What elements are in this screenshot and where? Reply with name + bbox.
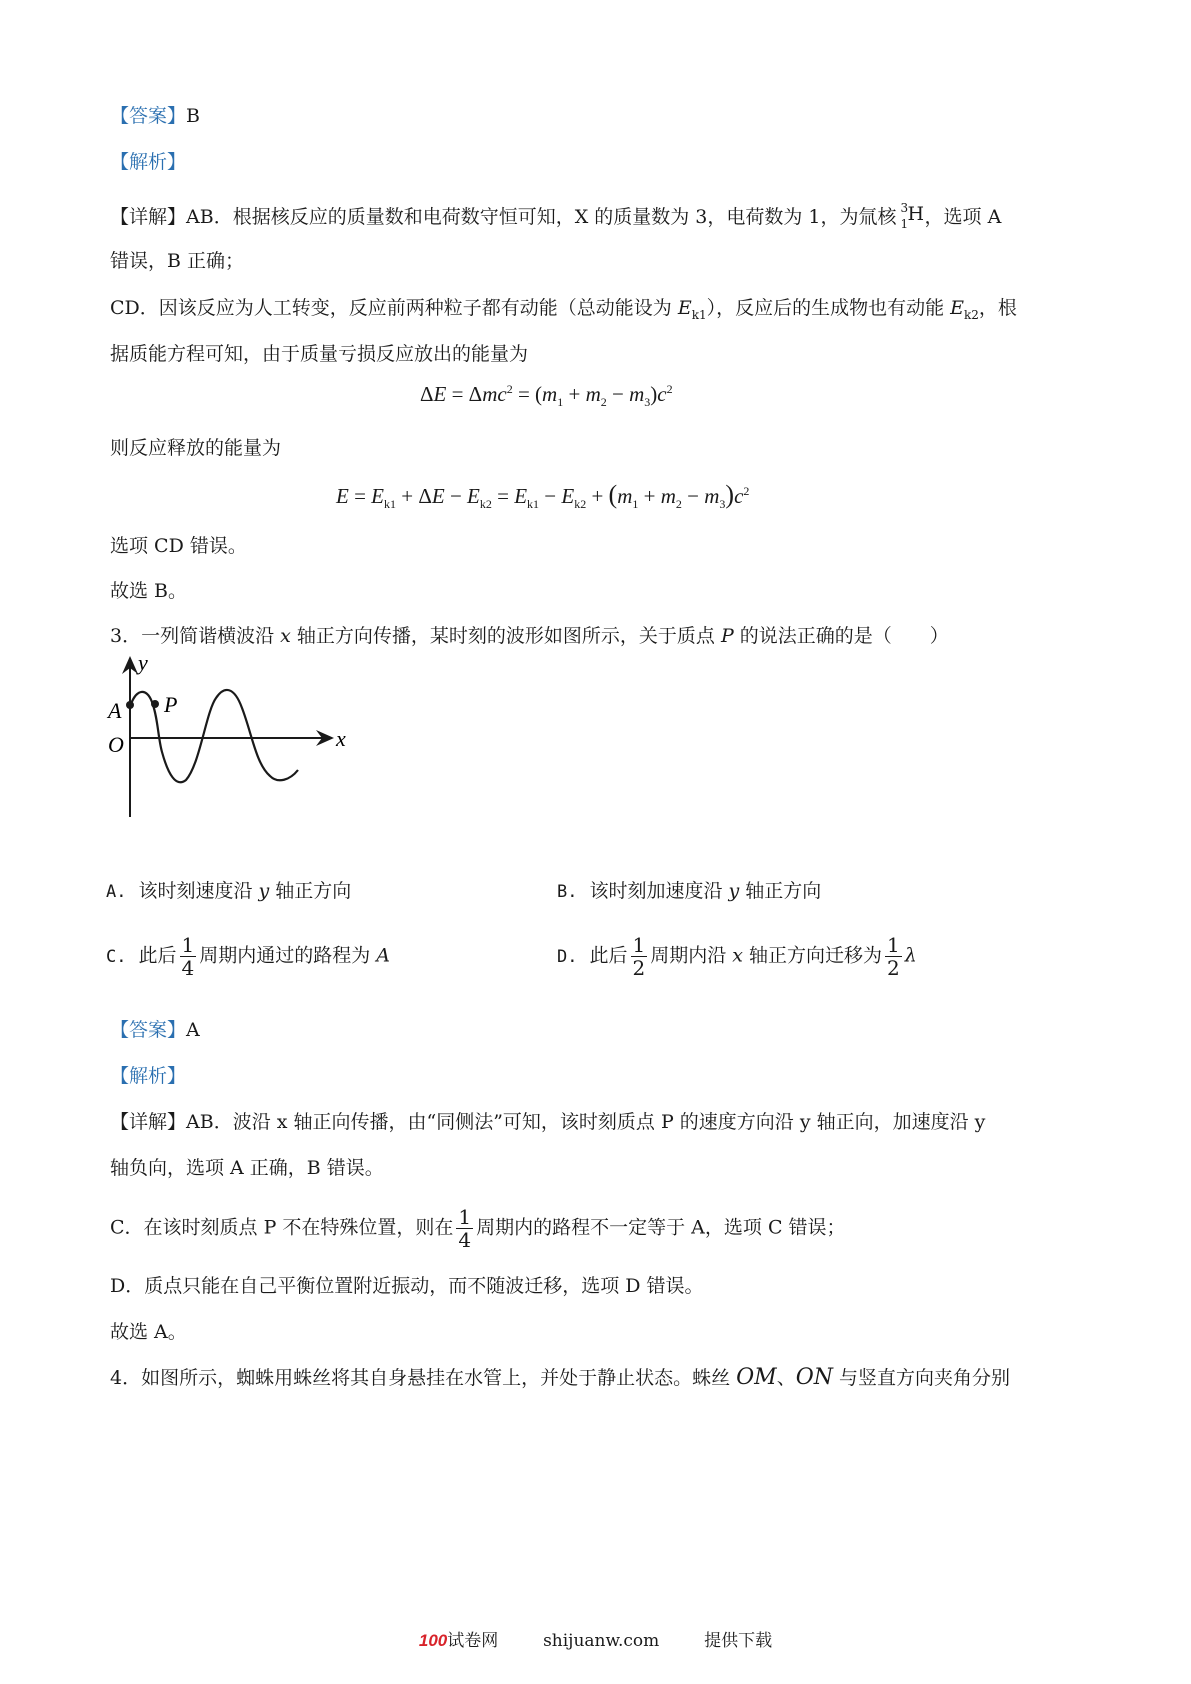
formula-mass-energy: $\Delta E = \Delta mc^2 = (m_1 + m_2 - m_3)c^2$ xyxy=(420,382,673,410)
detail-label: 【详解】 xyxy=(110,206,187,228)
detail-text: 周期内的路程不一定等于 A，选项 C 错误； xyxy=(476,1216,846,1239)
option-a[interactable] xyxy=(106,877,351,906)
question-4-stem xyxy=(110,1364,1010,1392)
variable-on: ON xyxy=(795,1365,834,1390)
nuclide-element: H xyxy=(907,203,925,225)
point-p-label: P xyxy=(164,692,178,717)
answer-line xyxy=(110,1016,200,1044)
stem-text: 3．一列简谐横波沿 xyxy=(110,625,281,647)
stem-text: 的说法正确的是（ ） xyxy=(733,625,949,647)
point-a-dot xyxy=(126,701,134,709)
answer-line xyxy=(110,102,200,130)
fraction-numerator: 1 xyxy=(181,933,195,957)
option-text: 该时刻加速度沿 xyxy=(589,880,729,902)
detail-line-2: 错误，B 正确； xyxy=(110,250,245,272)
energy-symbol: E xyxy=(950,297,965,319)
detail3-line-4: D．质点只能在自己平衡位置附近振动，而不随波迁移，选项 D 错误。 xyxy=(110,1275,704,1297)
site-url[interactable]: shijuanw.com xyxy=(543,1631,660,1651)
stem-text: 4．如图所示，蜘蛛用蛛丝将其自身悬挂在水管上，并处于静止状态。蛛丝 xyxy=(110,1367,737,1389)
option-d-label: D. xyxy=(557,946,578,967)
detail-line-5: 则反应释放的能量为 xyxy=(110,437,282,459)
separator: 、 xyxy=(776,1367,796,1389)
detail-text: CD．因该反应为人工转变，反应前两种粒子都有动能（总动能设为 xyxy=(110,297,678,319)
option-a-label: A. xyxy=(106,882,127,902)
energy-subscript: k1 xyxy=(691,307,707,322)
answer-label: 【答案】 xyxy=(110,105,187,127)
variable: A xyxy=(376,944,391,967)
question-3-stem xyxy=(110,622,949,650)
wave-figure xyxy=(100,652,370,822)
analysis-label: 【解析】 xyxy=(110,1065,187,1087)
stem-text: 轴正方向传播，某时刻的波形如图所示，关于质点 xyxy=(290,625,721,647)
nuclide-mass: 3 xyxy=(900,201,909,215)
option-b[interactable] xyxy=(557,877,821,906)
energy-symbol: E xyxy=(677,297,692,319)
fraction xyxy=(631,934,648,979)
fraction-denominator: 2 xyxy=(887,956,900,980)
answer-value: B xyxy=(186,105,200,127)
detail-text: AB．根据核反应的质量数和电荷数守恒可知，X 的质量数为 3，电荷数为 1，为氚核 xyxy=(186,206,897,228)
detail-line-4: 据质能方程可知，由于质量亏损反应放出的能量为 xyxy=(110,343,529,365)
fraction-denominator: 2 xyxy=(632,956,646,980)
option-text: 周期内沿 xyxy=(650,944,733,967)
variable: x xyxy=(732,944,743,967)
detail3-line-3 xyxy=(110,1206,846,1251)
option-text: 此后 xyxy=(138,944,177,967)
detail-line-3 xyxy=(110,294,1017,329)
formula-released-energy: $E = E_{k1} + \Delta E - E_{k2} = E_{k1} - E_{k2} + (m_1 + m_2 - m_3)c^2$ xyxy=(336,480,750,512)
detail3-line-2: 轴负向，选项 A 正确，B 错误。 xyxy=(110,1157,384,1179)
option-c-label: C. xyxy=(106,946,127,967)
origin-label: O xyxy=(108,732,124,757)
detail-text: AB．波沿 x 轴正向传播，由“同侧法”可知，该时刻质点 P 的速度方向沿 y 轴正向，加速度沿 y xyxy=(186,1111,986,1133)
fraction xyxy=(885,934,902,979)
option-text: 轴正方向 xyxy=(739,880,822,902)
detail3-line-5: 故选 A。 xyxy=(110,1321,187,1343)
option-text: 轴正方向 xyxy=(269,880,352,902)
amplitude-label: A xyxy=(108,698,122,723)
fraction-denominator: 4 xyxy=(181,956,195,980)
stem-text: 与竖直方向夹角分别 xyxy=(833,1367,1011,1389)
detail-text: ，选项 A xyxy=(924,206,1002,228)
site-logo: 100 xyxy=(418,1631,448,1650)
answer-label: 【答案】 xyxy=(110,1019,187,1041)
energy-subscript: k2 xyxy=(964,307,979,322)
fraction-numerator: 1 xyxy=(887,933,900,957)
detail-line-7: 故选 B。 xyxy=(110,580,188,602)
point-p-dot xyxy=(151,700,159,708)
detail-line-1 xyxy=(110,200,1001,231)
nuclide-charge: 1 xyxy=(900,217,909,231)
option-d[interactable] xyxy=(557,934,917,979)
y-axis-label: y xyxy=(138,652,148,675)
variable: y xyxy=(728,880,740,902)
option-text: 此后 xyxy=(589,944,628,967)
fraction-denominator: 4 xyxy=(458,1228,472,1252)
fraction-numerator: 1 xyxy=(458,1205,472,1229)
fraction-numerator: 1 xyxy=(632,933,646,957)
variable-x: x xyxy=(280,625,291,647)
nuclide-symbol xyxy=(897,200,925,231)
option-text: 周期内通过的路程为 xyxy=(199,944,377,967)
variable-om: OM xyxy=(736,1365,777,1390)
detail-text: C．在该时刻质点 P 不在特殊位置，则在 xyxy=(110,1216,454,1239)
variable: y xyxy=(258,880,270,902)
footer-tail: 提供下载 xyxy=(704,1631,773,1651)
footer xyxy=(0,1626,1191,1651)
site-name-cn: 试卷网 xyxy=(447,1631,499,1651)
wavelength-symbol: λ xyxy=(904,944,917,967)
option-text: 轴正方向迁移为 xyxy=(743,944,883,967)
variable-p: P xyxy=(720,625,734,647)
analysis-label: 【解析】 xyxy=(110,151,187,173)
detail-text: ），反应后的生成物也有动能 xyxy=(706,297,951,319)
detail-line-6: 选项 CD 错误。 xyxy=(110,535,247,557)
answer-value: A xyxy=(186,1019,200,1041)
fraction xyxy=(456,1206,473,1251)
detail-label: 【详解】 xyxy=(110,1111,187,1133)
fraction xyxy=(180,934,197,979)
option-c[interactable] xyxy=(106,934,390,979)
detail-text: ，根 xyxy=(978,297,1017,319)
option-text: 该时刻速度沿 xyxy=(138,880,259,902)
x-axis-label: x xyxy=(336,726,346,751)
option-b-label: B. xyxy=(557,882,578,902)
detail3-line-1 xyxy=(110,1108,985,1136)
